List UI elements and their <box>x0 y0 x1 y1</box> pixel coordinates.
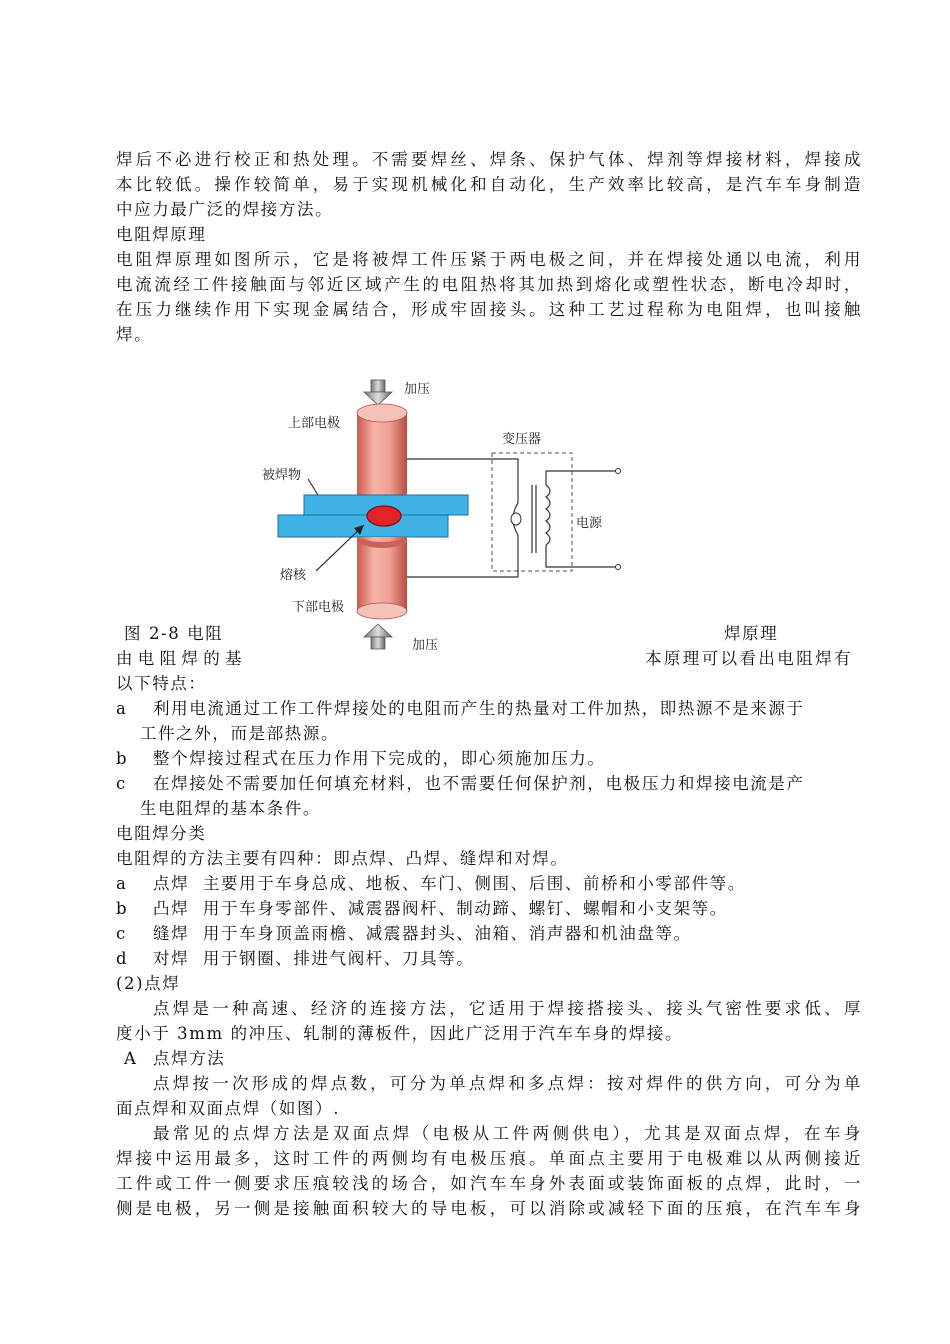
subsection-heading <box>124 1047 870 1071</box>
lower-electrode <box>357 537 407 619</box>
list-marker: c <box>116 924 127 943</box>
label-lower-electrode: 下部电极 <box>292 600 345 615</box>
list-marker: b <box>116 749 129 768</box>
paragraph-line: 焊。 <box>116 325 153 344</box>
paragraph-line: 电流流经工件接触面与邻近区域产生的电阻热将其加热到熔化或塑性状态，断电冷却时， <box>116 275 862 294</box>
list-item <box>116 922 862 946</box>
paragraph-line: 度小于 3mm 的冲压、轧制的薄板件，因此广泛用于汽车车身的焊接。 <box>116 1024 684 1043</box>
label-press-top: 加压 <box>404 382 431 397</box>
list-marker: a <box>116 874 128 893</box>
list-marker: b <box>116 899 129 918</box>
list-item-text: 对焊 用于钢圈、排进气阀杆、刀具等。 <box>153 949 475 968</box>
figure-caption-left: 图 2-8 电阻 <box>124 624 224 643</box>
figure-caption-right: 焊原理 <box>724 624 779 643</box>
label-press-bottom: 加压 <box>412 638 439 653</box>
paragraph-line: 点焊是一种高速、经济的连接方法，它适用于焊接搭接头、接头气密性要求低、厚 <box>153 999 862 1018</box>
paragraph-line: 本比较低。操作较简单，易于实现机械化和自动化，生产效率比较高，是汽车车身制造 <box>116 175 862 194</box>
list-item-text: 整个焊接过程式在压力作用下完成的，即心须施加压力。 <box>153 749 606 768</box>
paragraph-line: 电阻焊的方法主要有四种：即点焊、凸焊、缝焊和对焊。 <box>116 849 569 868</box>
resistance-welding-figure <box>260 375 630 655</box>
paragraph-line: 中应力最广泛的焊接方法。 <box>116 200 334 219</box>
list-item-text: 缝焊 用于车身顶盖雨檐、减震器封头、油箱、消声器和机油盘等。 <box>153 924 692 943</box>
list-item <box>116 697 862 721</box>
upper-electrode <box>357 404 407 504</box>
paragraph-line: 电阻焊原理如图所示，它是将被焊工件压紧于两电极之间，并在焊接处通以电流，利用 <box>116 250 862 269</box>
list-item <box>116 897 862 921</box>
label-workpiece: 被焊物 <box>262 468 302 483</box>
paragraph-line: 在压力继续作用下实现金属结合，形成牢固接头。这种工艺过程称为电阻焊，也叫接触 <box>116 300 862 319</box>
label-power: 电源 <box>576 516 603 531</box>
paragraph-line: 焊后不必进行校正和热处理。不需要焊丝、焊条、保护气体、焊剂等焊接材料，焊接成 <box>116 150 862 169</box>
weld-nugget <box>367 506 401 526</box>
press-arrow-bottom-icon <box>364 624 392 649</box>
list-item-continuation: 工件之外，而是部热源。 <box>140 724 340 743</box>
label-nugget: 熔核 <box>280 568 307 583</box>
paragraph-line: 工件或工件一侧要求压痕较浅的场合，如汽车车身外表面或装饰面板的点焊，此时，一 <box>116 1174 862 1193</box>
list-marker: a <box>116 699 128 718</box>
section-heading: (2)点焊 <box>116 974 181 993</box>
list-item-text: 凸焊 用于车身零部件、减震器阀杆、制动蹄、螺钉、螺帽和小支架等。 <box>153 899 728 918</box>
heading-marker: A <box>124 1049 138 1068</box>
heading-text: 点焊方法 <box>153 1049 226 1068</box>
list-item-text: 利用电流通过工作工件焊接处的电阻而产生的热量对工件加热，即热源不是来源于 <box>153 699 805 718</box>
paragraph-line: 焊接中运用最多，这时工件的两侧均有电极压痕。单面点主要用于电极难以从两侧接近 <box>116 1149 862 1168</box>
paragraph-line-right: 本原理可以看出电阻焊有 <box>645 649 853 668</box>
section-heading: 电阻焊分类 <box>116 824 207 843</box>
list-marker: c <box>116 774 127 793</box>
paragraph-line: 以下特点： <box>116 674 207 693</box>
list-item-text: 点焊 主要用于车身总成、地板、车门、侧围、后围、前桥和小零部件等。 <box>153 874 746 893</box>
section-heading: 电阻焊原理 <box>116 225 207 244</box>
label-transformer: 变压器 <box>502 432 542 447</box>
paragraph-line: 点焊按一次形成的焊点数，可分为单点焊和多点焊：按对焊件的供方向，可分为单 <box>153 1074 862 1093</box>
press-arrow-top-icon <box>364 380 392 405</box>
list-marker: d <box>116 949 129 968</box>
label-upper-electrode: 上部电极 <box>288 416 341 431</box>
list-item-text: 在焊接处不需要加任何填充材料，也不需要任何保护剂，电极压力和焊接电流是产 <box>153 774 805 793</box>
paragraph-line-left: 由电阻焊的基 <box>116 649 247 668</box>
paragraph-line: 侧是电极，另一侧是接触面积较大的导电板，可以消除或减轻下面的压痕，在汽车车身 <box>116 1199 862 1218</box>
list-item <box>116 747 862 771</box>
list-item <box>116 772 862 796</box>
paragraph-line: 面点焊和双面点焊（如图）. <box>116 1099 341 1118</box>
list-item-continuation: 生电阻焊的基本条件。 <box>140 799 321 818</box>
list-item <box>116 872 862 896</box>
list-item <box>116 947 862 971</box>
paragraph-line: 最常见的点焊方法是双面点焊（电极从工件两侧供电），尤其是双面点焊，在车身 <box>153 1124 862 1143</box>
